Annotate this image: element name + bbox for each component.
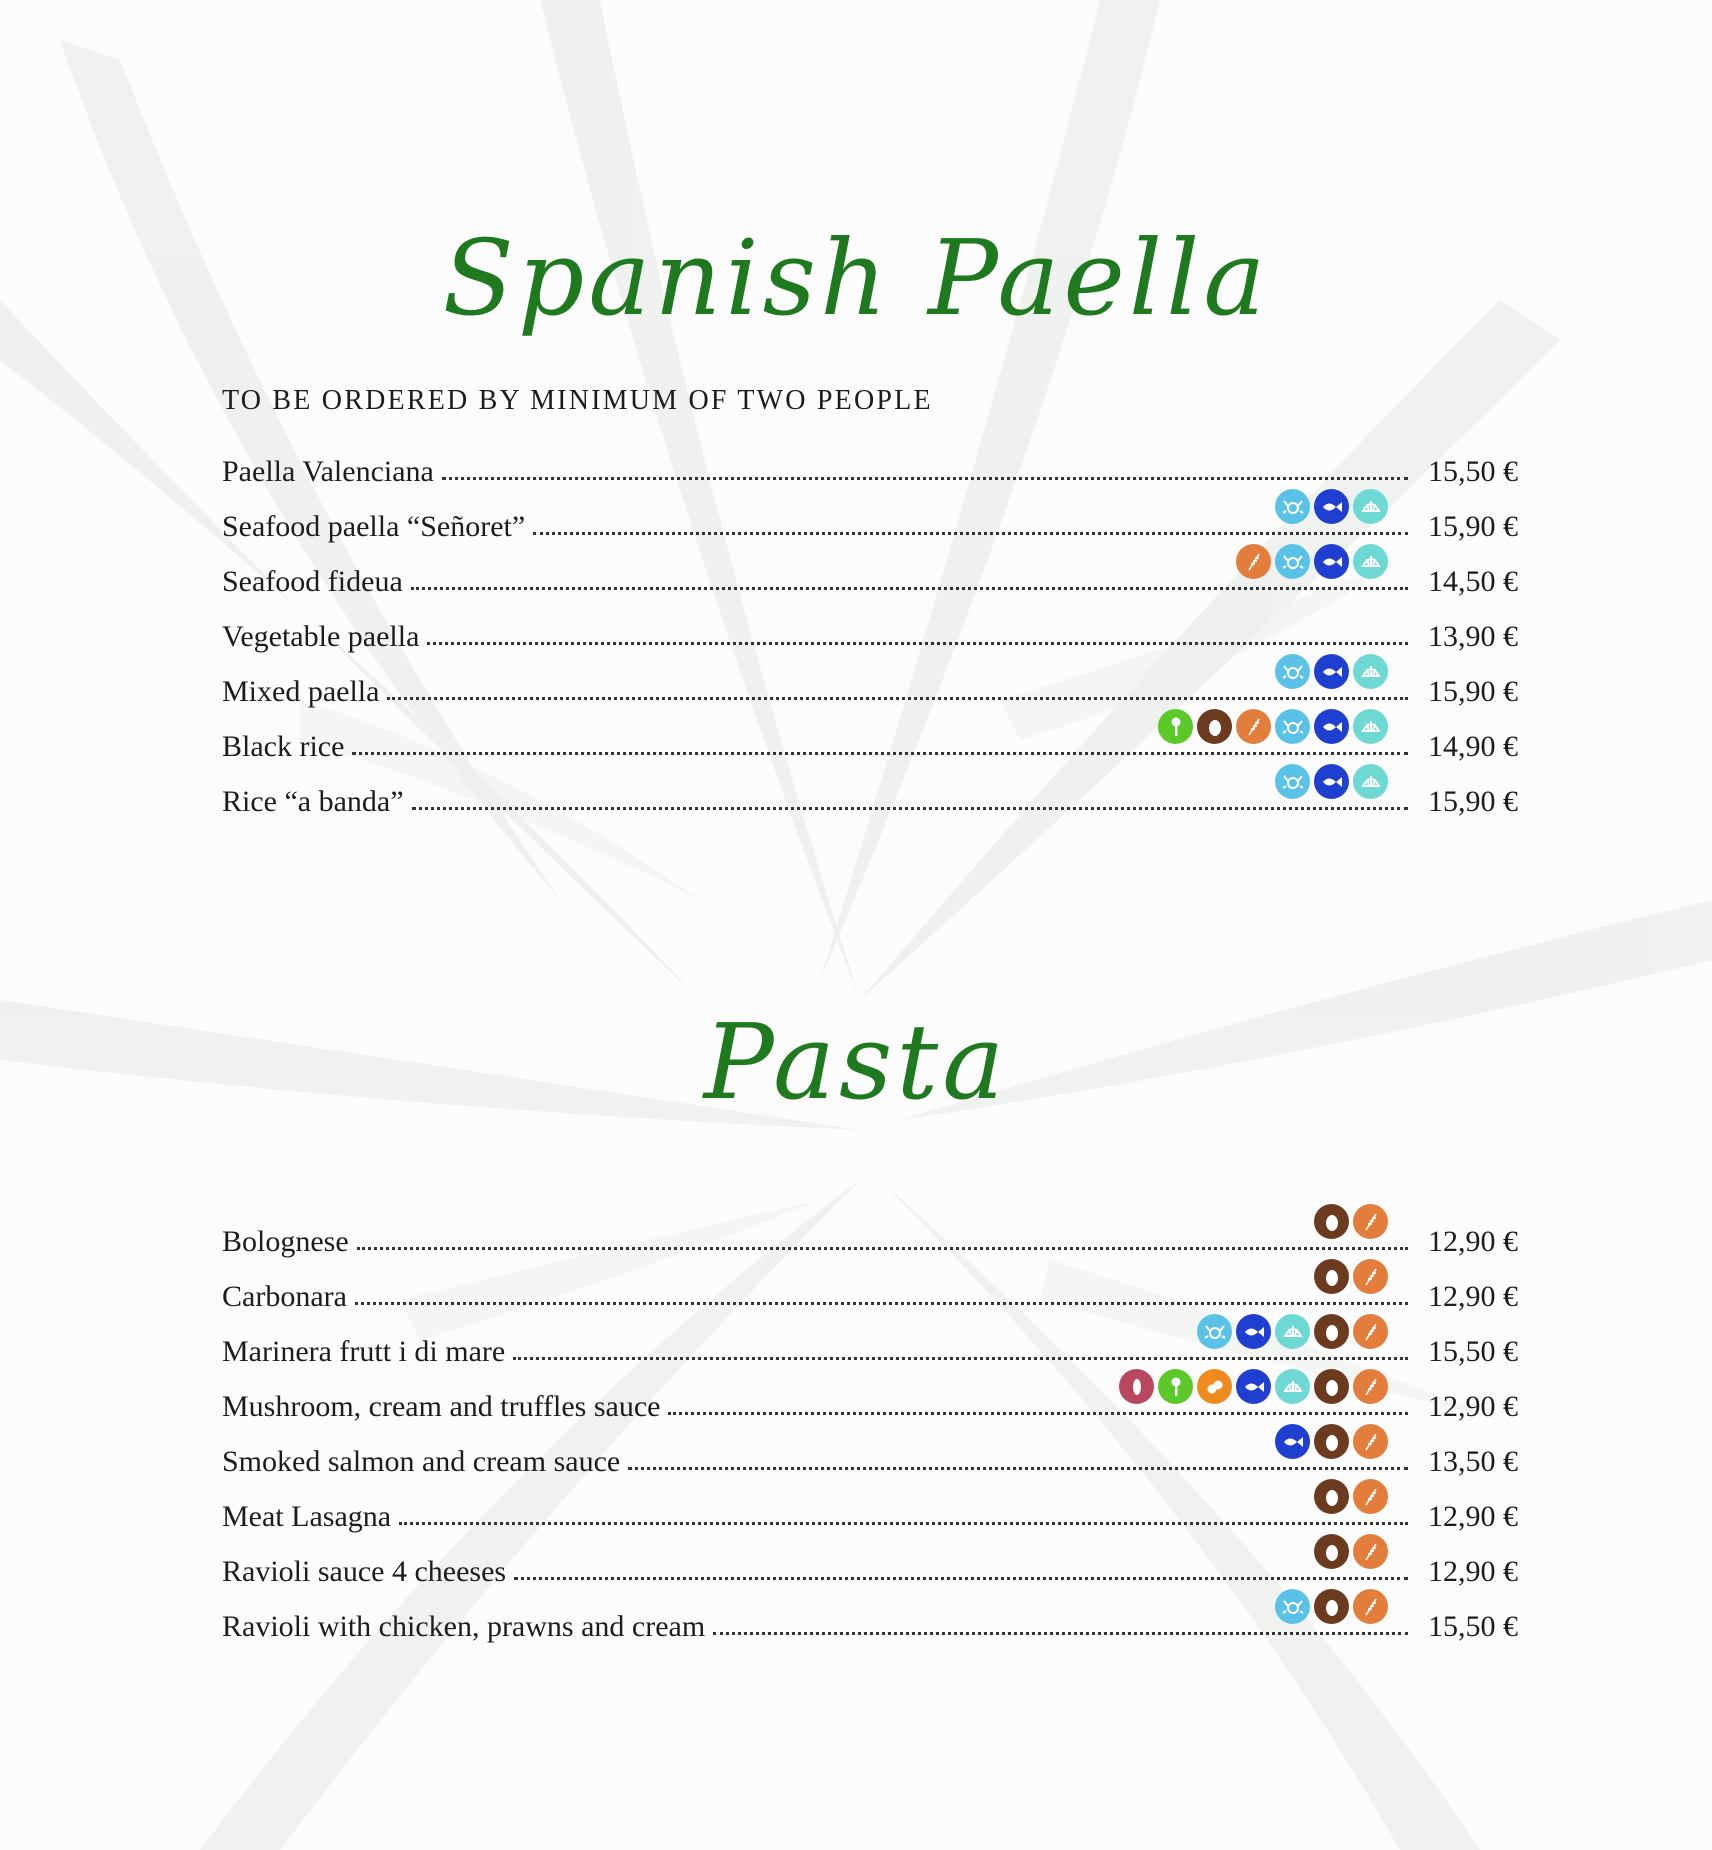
- menu-item-name: Mushroom, cream and truffles sauce: [222, 1390, 661, 1423]
- dot-leader: [352, 752, 1408, 755]
- fish-allergen-icon: [1314, 764, 1349, 799]
- crustaceans-allergen-icon: [1275, 489, 1310, 524]
- dot-leader: [412, 807, 1408, 810]
- menu-item-price: 15,90 €: [1428, 510, 1518, 543]
- molluscs-allergen-icon: [1353, 764, 1388, 799]
- menu-item: [222, 597, 1518, 652]
- menu-item-name: Mixed paella: [222, 675, 380, 708]
- dot-leader: [713, 1632, 1408, 1635]
- menu-item: [222, 1367, 1518, 1422]
- fish-allergen-icon: [1314, 709, 1349, 744]
- allergen-icons: [1275, 1424, 1388, 1459]
- dot-leader: [355, 1302, 1408, 1305]
- allergen-icons: [1275, 1589, 1388, 1624]
- menu-item-name: Ravioli with chicken, prawns and cream: [222, 1610, 706, 1643]
- menu-item-price: 15,90 €: [1428, 675, 1518, 708]
- dot-leader: [513, 1357, 1408, 1360]
- molluscs-allergen-icon: [1353, 544, 1388, 579]
- fish-allergen-icon: [1275, 1424, 1310, 1459]
- gluten-allergen-icon: [1353, 1259, 1388, 1294]
- crustaceans-allergen-icon: [1275, 544, 1310, 579]
- gluten-allergen-icon: [1236, 544, 1271, 579]
- menu-item-name: Vegetable paella: [222, 620, 420, 653]
- dot-leader: [628, 1467, 1408, 1470]
- molluscs-allergen-icon: [1353, 489, 1388, 524]
- dot-leader: [533, 532, 1408, 535]
- menu-item-name: Marinera frutt i di mare: [222, 1335, 506, 1368]
- eggs-allergen-icon: [1314, 1424, 1349, 1459]
- allergen-icons: [1314, 1259, 1388, 1294]
- menu-item-price: 15,50 €: [1428, 1335, 1518, 1368]
- crustaceans-allergen-icon: [1275, 1589, 1310, 1624]
- eggs-allergen-icon: [1314, 1534, 1349, 1569]
- gluten-allergen-icon: [1353, 1589, 1388, 1624]
- menu-item-price: 12,90 €: [1428, 1390, 1518, 1423]
- paella-subtitle: TO BE ORDERED BY MINIMUM OF TWO PEOPLE: [222, 385, 933, 416]
- celery-allergen-icon: [1158, 1369, 1193, 1404]
- molluscs-allergen-icon: [1353, 709, 1388, 744]
- eggs-allergen-icon: [1314, 1589, 1349, 1624]
- menu-item-name: Smoked salmon and cream sauce: [222, 1445, 621, 1478]
- gluten-allergen-icon: [1353, 1204, 1388, 1239]
- section-title-paella: Spanish Paella: [442, 217, 1270, 339]
- menu-item-name: Bolognese: [222, 1225, 349, 1258]
- menu-item-price: 14,50 €: [1428, 565, 1518, 598]
- allergen-icons: [1275, 489, 1388, 524]
- menu-item: [222, 1312, 1518, 1367]
- nuts-allergen-icon: [1197, 1369, 1232, 1404]
- crustaceans-allergen-icon: [1275, 709, 1310, 744]
- fish-allergen-icon: [1314, 544, 1349, 579]
- menu-item: [222, 707, 1518, 762]
- menu-item-price: 12,90 €: [1428, 1225, 1518, 1258]
- menu-item: [222, 432, 1518, 487]
- molluscs-allergen-icon: [1275, 1369, 1310, 1404]
- allergen-icons: [1236, 544, 1388, 579]
- gluten-allergen-icon: [1353, 1314, 1388, 1349]
- menu-item: [222, 1257, 1518, 1312]
- menu-item-price: 15,50 €: [1428, 455, 1518, 488]
- menu-item-name: Ravioli sauce 4 cheeses: [222, 1555, 507, 1588]
- menu-item-price: 13,50 €: [1428, 1445, 1518, 1478]
- molluscs-allergen-icon: [1275, 1314, 1310, 1349]
- allergen-icons: [1158, 709, 1388, 744]
- allergen-icons: [1314, 1479, 1388, 1514]
- menu-item-price: 12,90 €: [1428, 1280, 1518, 1313]
- dot-leader: [442, 477, 1408, 480]
- fish-allergen-icon: [1236, 1369, 1271, 1404]
- celery-allergen-icon: [1158, 709, 1193, 744]
- dot-leader: [668, 1412, 1408, 1415]
- menu-item: [222, 762, 1518, 817]
- fish-allergen-icon: [1236, 1314, 1271, 1349]
- gluten-allergen-icon: [1236, 709, 1271, 744]
- menu-item-name: Carbonara: [222, 1280, 347, 1313]
- gluten-allergen-icon: [1353, 1424, 1388, 1459]
- molluscs-allergen-icon: [1353, 654, 1388, 689]
- eggs-allergen-icon: [1197, 709, 1232, 744]
- menu-item-price: 13,90 €: [1428, 620, 1518, 653]
- eggs-allergen-icon: [1314, 1369, 1349, 1404]
- menu-item: [222, 1202, 1518, 1257]
- dot-leader: [399, 1522, 1408, 1525]
- fish-allergen-icon: [1314, 489, 1349, 524]
- menu-item: [222, 1477, 1518, 1532]
- menu-item-price: 14,90 €: [1428, 730, 1518, 763]
- dot-leader: [357, 1247, 1408, 1250]
- menu-item: [222, 1422, 1518, 1477]
- menu-item-price: 15,50 €: [1428, 1610, 1518, 1643]
- paella-menu-list: [222, 432, 1518, 817]
- gluten-allergen-icon: [1353, 1479, 1388, 1514]
- allergen-icons: [1314, 1534, 1388, 1569]
- section-title-pasta: Pasta: [703, 1001, 1009, 1123]
- pasta-menu-list: [222, 1202, 1518, 1642]
- gluten-allergen-icon: [1353, 1534, 1388, 1569]
- menu-item-name: Seafood fideua: [222, 565, 403, 598]
- dot-leader: [514, 1577, 1408, 1580]
- allergen-icons: [1197, 1314, 1388, 1349]
- menu-item-price: 15,90 €: [1428, 785, 1518, 818]
- menu-item: [222, 542, 1518, 597]
- allergen-icons: [1275, 764, 1388, 799]
- menu-item-name: Seafood paella “Señoret”: [222, 510, 526, 543]
- menu-item-price: 12,90 €: [1428, 1555, 1518, 1588]
- soy-allergen-icon: [1119, 1369, 1154, 1404]
- menu-item-name: Rice “a banda”: [222, 785, 404, 818]
- menu-item: [222, 652, 1518, 707]
- eggs-allergen-icon: [1314, 1204, 1349, 1239]
- crustaceans-allergen-icon: [1197, 1314, 1232, 1349]
- eggs-allergen-icon: [1314, 1259, 1349, 1294]
- allergen-icons: [1275, 654, 1388, 689]
- allergen-icons: [1119, 1369, 1388, 1404]
- menu-item-name: Black rice: [222, 730, 345, 763]
- menu-item-name: Paella Valenciana: [222, 455, 434, 488]
- menu-item: [222, 1532, 1518, 1587]
- allergen-icons: [1314, 1204, 1388, 1239]
- gluten-allergen-icon: [1353, 1369, 1388, 1404]
- crustaceans-allergen-icon: [1275, 654, 1310, 689]
- menu-item: [222, 487, 1518, 542]
- fish-allergen-icon: [1314, 654, 1349, 689]
- menu-item: [222, 1587, 1518, 1642]
- eggs-allergen-icon: [1314, 1479, 1349, 1514]
- dot-leader: [427, 642, 1408, 645]
- crustaceans-allergen-icon: [1275, 764, 1310, 799]
- eggs-allergen-icon: [1314, 1314, 1349, 1349]
- menu-item-price: 12,90 €: [1428, 1500, 1518, 1533]
- menu-item-name: Meat Lasagna: [222, 1500, 392, 1533]
- dot-leader: [387, 697, 1408, 700]
- dot-leader: [411, 587, 1408, 590]
